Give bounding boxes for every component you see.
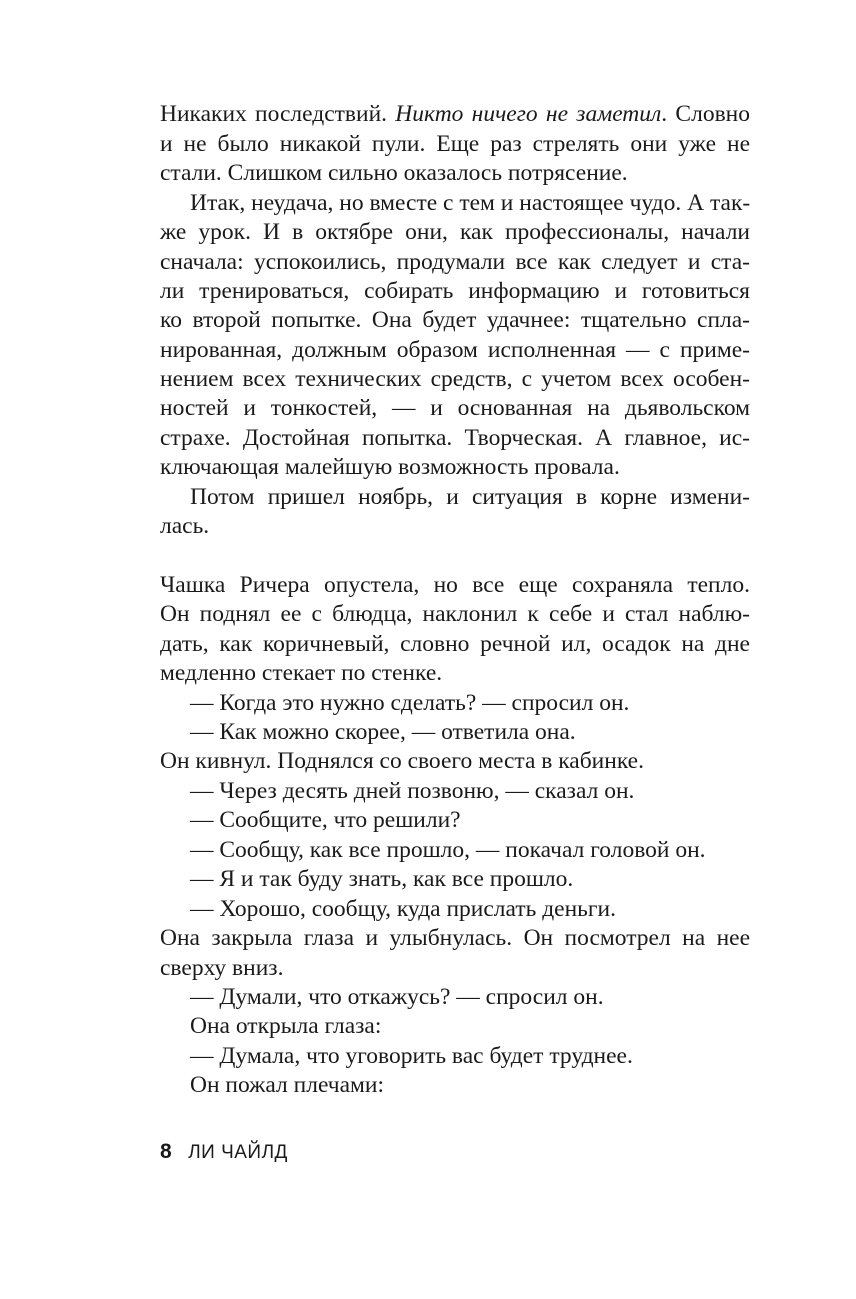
- text-line: сначала: успокоились, продумали все как следует и ста-: [160, 249, 750, 275]
- text-line: дать, как коричневый, словно речной ил, осадок на дне: [160, 631, 750, 657]
- text-line: сверху вниз.: [160, 955, 284, 981]
- text-line: лась.: [160, 513, 210, 539]
- text-line: стали. Слишком сильно оказалось потрясение.: [160, 160, 628, 186]
- page-number: 8: [160, 1140, 173, 1163]
- text-line: страхе. Достойная попытка. Творческая. А главное, ис-: [160, 425, 750, 451]
- dialogue-line: — Сообщу, как все прошло, — покачал головой он.: [190, 837, 706, 863]
- text-line: же урок. И в октябре они, как профессионалы, начали: [160, 219, 750, 245]
- text-line: ли тренироваться, собирать информацию и готовиться: [160, 278, 750, 304]
- dialogue-line: — Думала, что уговорить вас будет труднее.: [190, 1043, 633, 1069]
- italic-phrase: Никто ничего не заметил: [395, 101, 662, 127]
- text-line: Потом пришел ноябрь, и ситуация в корне измени-: [190, 484, 750, 510]
- dialogue-line: — Хорошо, сообщу, куда прислать деньги.: [190, 896, 616, 922]
- text-line: и не было никакой пули. Еще раз стрелять они уже не: [160, 131, 750, 157]
- dialogue-line: — Когда это нужно сделать? — спросил он.: [190, 690, 630, 716]
- running-author: ЛИ ЧАЙЛД: [188, 1142, 288, 1163]
- text-line: ко второй попытке. Она будет удачнее: тщательно спла-: [160, 307, 750, 333]
- text-line: ключающая малейшую возможность провала.: [160, 454, 620, 480]
- dialogue-line: — Я и так буду знать, как все прошло.: [190, 866, 574, 892]
- text-line: Он пожал плечами:: [190, 1072, 385, 1098]
- dialogue-line: — Сообщите, что решили?: [190, 807, 461, 833]
- text-line: Он поднял ее с блюдца, наклонил к себе и стал наблю-: [160, 601, 750, 627]
- text-line: ностей и тонкостей, — и основанная на дьявольском: [160, 395, 750, 421]
- page-footer: [160, 1140, 288, 1164]
- text-line: Она закрыла глаза и улыбнулась. Он посмотрел на нее: [160, 925, 750, 951]
- text-line: медленно стекает по стенке.: [160, 660, 443, 686]
- text-line: Она открыла глаза:: [190, 1013, 382, 1039]
- dialogue-line: — Думали, что откажусь? — спросил он.: [190, 984, 604, 1010]
- text-line: Чашка Ричера опустела, но все еще сохраняла тепло.: [160, 572, 750, 598]
- dialogue-line: — Через десять дней позвоню, — сказал он.: [190, 778, 635, 804]
- dialogue-line: — Как можно скорее, — ответила она.: [190, 719, 576, 745]
- text-line: нированная, должным образом исполненная — с приме-: [160, 337, 750, 363]
- text-line: Итак, неудача, но вместе с тем и настоящее чудо. А так-: [190, 190, 751, 216]
- text-line: Он кивнул. Поднялся со своего места в кабинке.: [160, 748, 644, 774]
- text-line: нением всех технических средств, с учетом всех особен-: [160, 366, 750, 392]
- text-line: Никаких последствий. Никто ничего не заметил. Словно: [160, 101, 750, 127]
